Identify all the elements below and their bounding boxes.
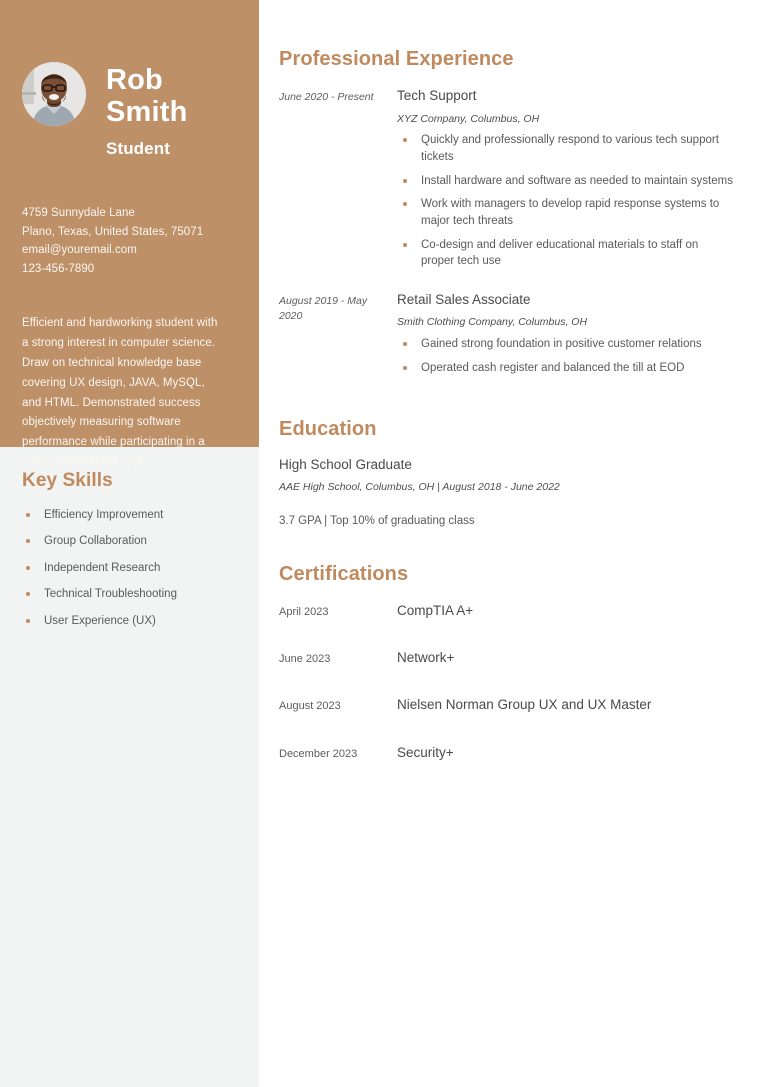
main-content xyxy=(259,0,768,1087)
name-block xyxy=(106,62,188,159)
certification-date: August 2023 xyxy=(279,700,341,713)
profile-summary: Efficient and hardworking student with a strong interest in computer science. Draw on technical knowledge base covering UX design, JAVA, MySQL, and HTML. Demonstrated success objectively measuring software performance while participating in a rapid development cycle. xyxy=(22,317,218,468)
certification-name: Network+ xyxy=(397,649,455,665)
education-meta: AAE High School, Columbus, OH | August 2018 - June 2022 xyxy=(279,480,560,493)
list-item xyxy=(20,561,239,576)
education-degree: High School Graduate xyxy=(279,456,412,472)
profile-photo-icon xyxy=(22,62,86,126)
list-item xyxy=(397,132,734,165)
certifications-heading: Certifications xyxy=(279,562,409,585)
contact-block xyxy=(20,204,239,279)
skill-label: Independent Research xyxy=(44,561,161,574)
experience-entry xyxy=(279,87,734,277)
key-skills-list xyxy=(20,508,239,629)
last-name: Smith xyxy=(106,96,188,129)
list-item xyxy=(20,587,239,602)
identity-block xyxy=(20,0,239,159)
certification-row xyxy=(279,649,734,667)
contact-address: 4759 Sunnydale Lane xyxy=(22,206,135,219)
certification-date: April 2023 xyxy=(279,605,329,618)
entry-date: June 2020 - Present xyxy=(279,91,374,103)
entry-bullets xyxy=(397,336,734,376)
sidebar-skills-block xyxy=(0,447,259,629)
certification-row xyxy=(279,696,734,714)
bullet-text: Gained strong foundation in positive customer relations xyxy=(421,338,702,351)
certification-row xyxy=(279,602,734,620)
avatar xyxy=(22,62,86,126)
bullet-text: Quickly and professionally respond to various tech support tickets xyxy=(421,134,719,163)
key-skills-heading: Key Skills xyxy=(22,470,113,491)
list-item xyxy=(20,614,239,629)
certification-name: Security+ xyxy=(397,744,454,760)
entry-organization: XYZ Company, Columbus, OH xyxy=(397,112,540,125)
education-extra: 3.7 GPA | Top 10% of graduating class xyxy=(279,514,475,527)
list-item xyxy=(397,360,734,377)
job-title: Student xyxy=(106,138,170,158)
certification-date: December 2023 xyxy=(279,747,358,760)
contact-city: Plano, Texas, United States, 75071 xyxy=(22,225,204,238)
bullet-text: Co-design and deliver educational materials to staff on proper tech use xyxy=(421,238,699,268)
list-item xyxy=(20,508,239,523)
list-item xyxy=(397,196,734,229)
entry-bullets xyxy=(397,132,734,270)
bullet-text: Work with managers to develop rapid response systems to major tech threats xyxy=(421,198,720,227)
entry-date: August 2019 - May 2020 xyxy=(279,294,368,323)
education-heading: Education xyxy=(279,417,377,440)
contact-email[interactable]: email@youremail.com xyxy=(22,244,137,257)
certification-name: Nielsen Norman Group UX and UX Master xyxy=(397,697,652,713)
list-item xyxy=(397,173,734,190)
entry-title: Tech Support xyxy=(397,88,477,103)
list-item xyxy=(20,534,239,549)
first-name: Rob xyxy=(106,64,163,96)
list-item xyxy=(397,237,734,270)
certification-name: CompTIA A+ xyxy=(397,602,474,618)
skill-label: Efficiency Improvement xyxy=(44,509,164,521)
bullet-text: Operated cash register and balanced the till at EOD xyxy=(421,361,685,374)
skill-label: User Experience (UX) xyxy=(44,614,156,627)
certification-date: June 2023 xyxy=(279,652,331,665)
certification-row xyxy=(279,744,734,762)
sidebar-header-block xyxy=(0,0,259,468)
bullet-text: Install hardware and software as needed to maintain systems xyxy=(421,174,733,187)
experience-heading: Professional Experience xyxy=(279,48,514,70)
skill-label: Technical Troubleshooting xyxy=(44,588,177,601)
entry-title: Retail Sales Associate xyxy=(397,291,531,307)
contact-phone[interactable]: 123-456-7890 xyxy=(22,262,95,275)
sidebar xyxy=(0,0,259,1087)
list-item xyxy=(397,336,734,353)
experience-entry xyxy=(279,291,734,384)
entry-body xyxy=(397,291,734,384)
skill-label: Group Collaboration xyxy=(44,535,147,548)
entry-body xyxy=(397,87,734,277)
education-entry xyxy=(279,457,734,527)
entry-organization: Smith Clothing Company, Columbus, OH xyxy=(397,316,588,329)
